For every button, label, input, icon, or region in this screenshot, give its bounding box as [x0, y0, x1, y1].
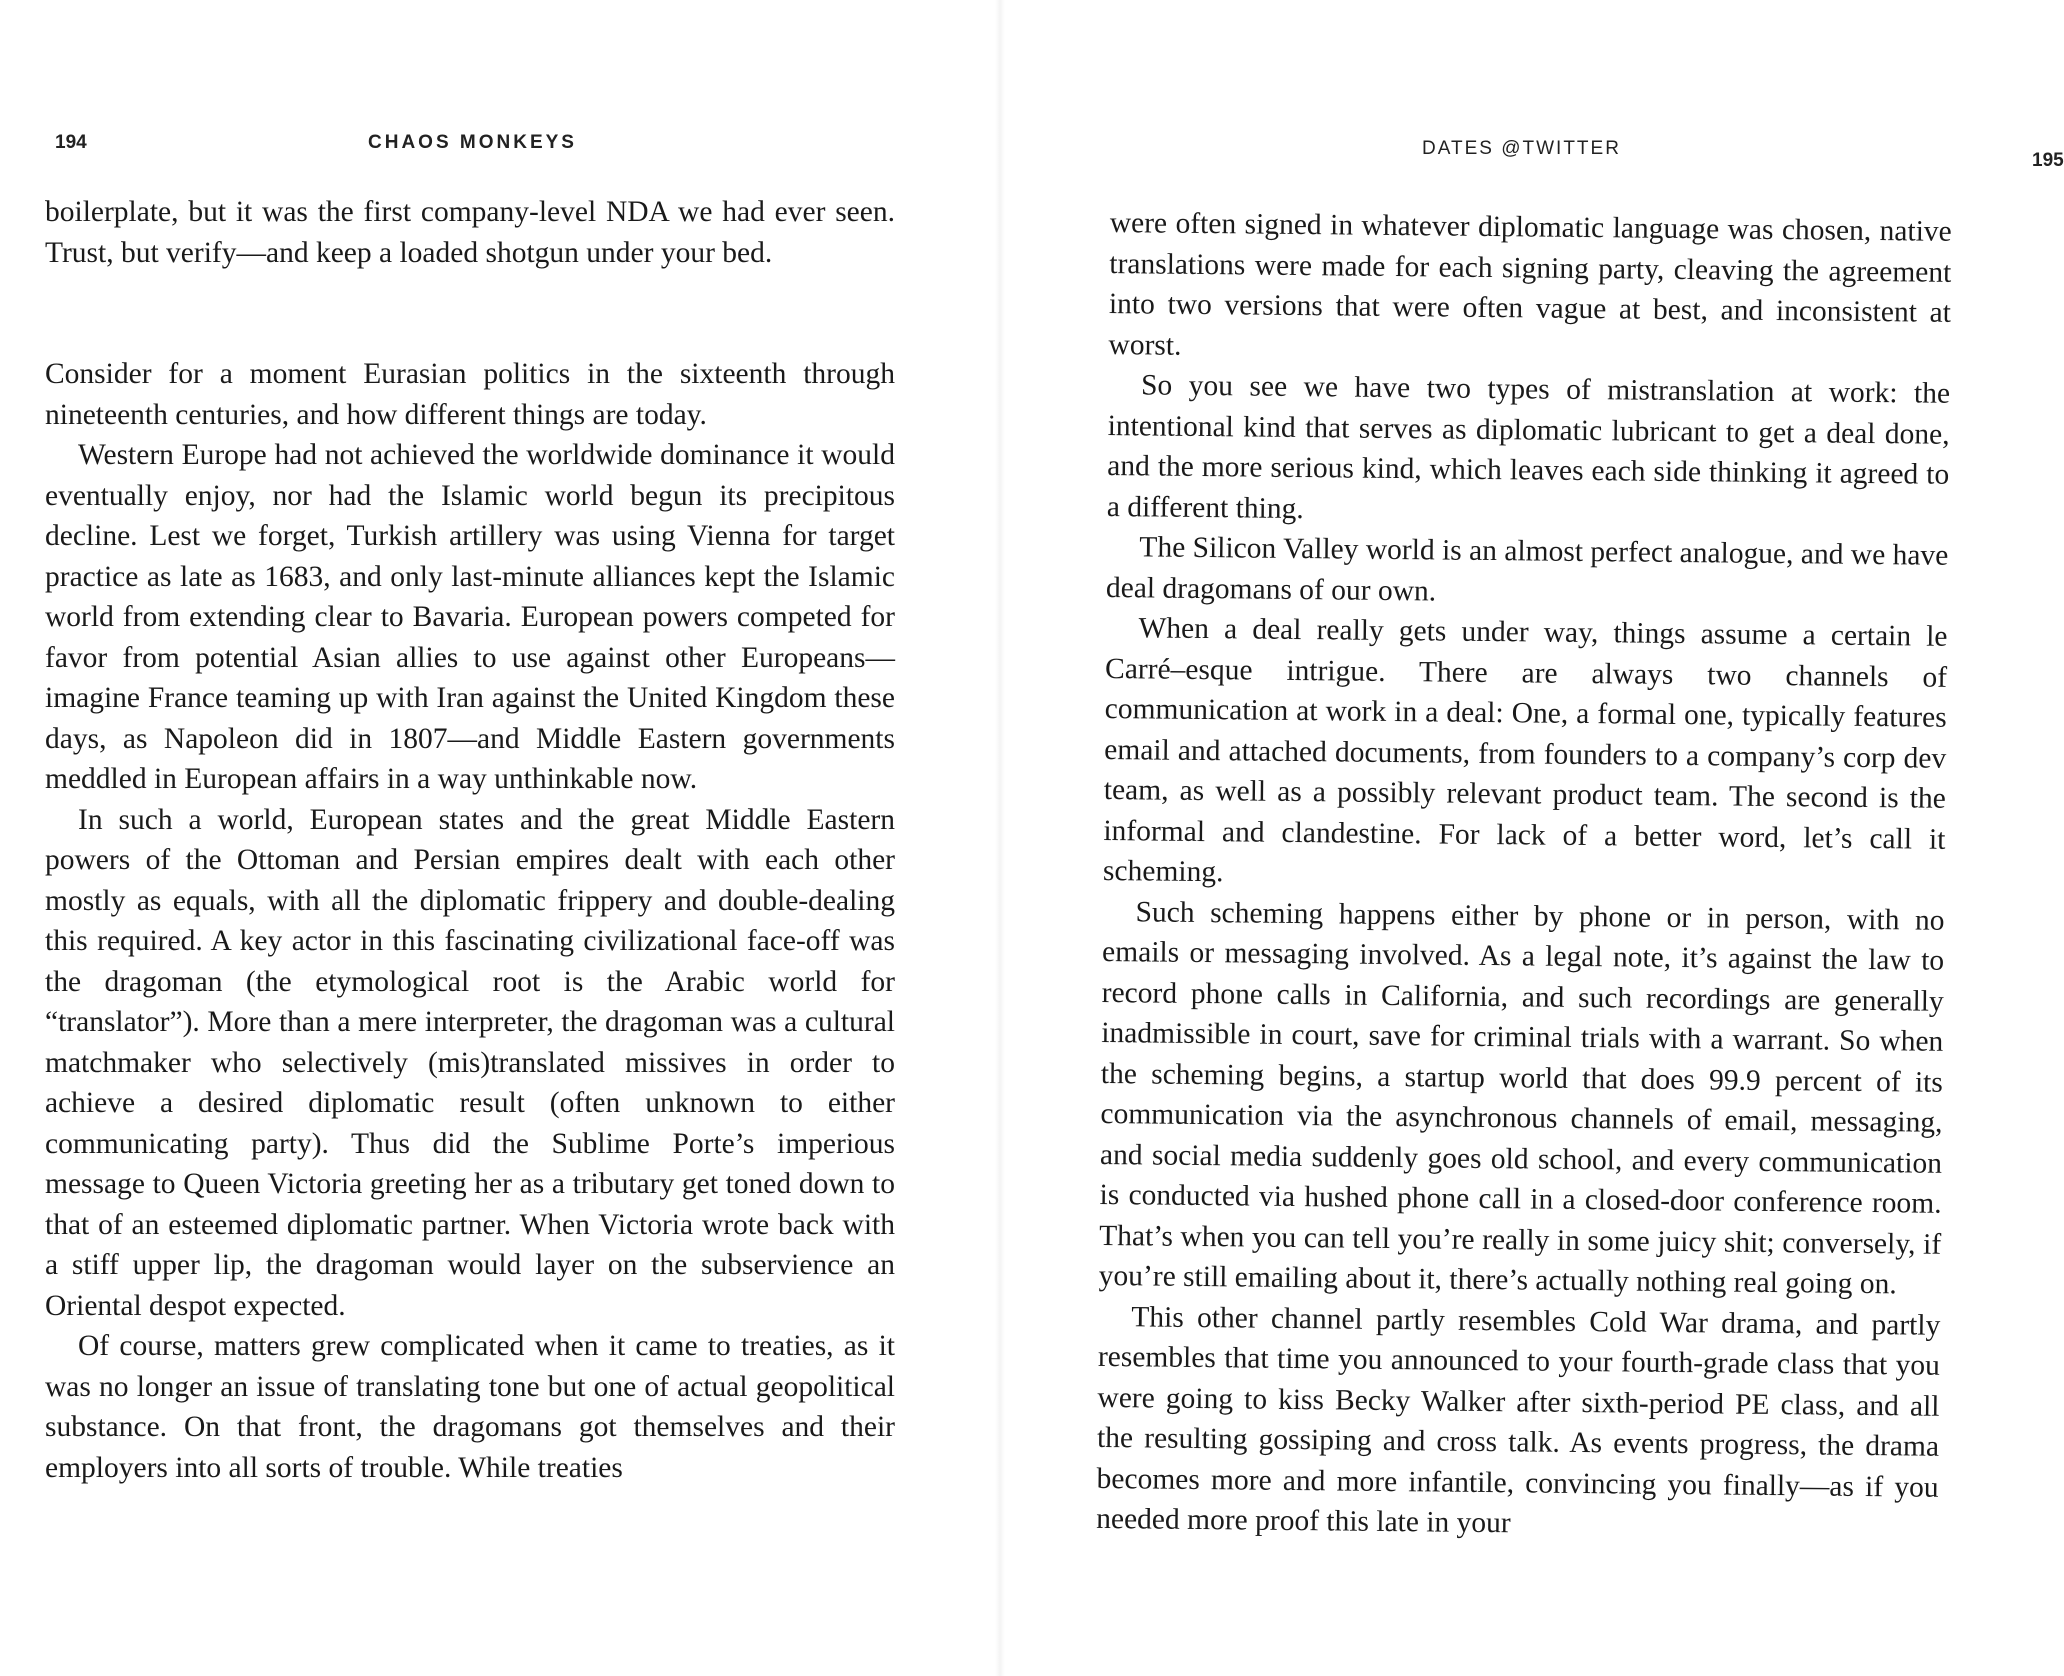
page-number: 194 — [55, 132, 87, 153]
body-text — [1096, 203, 1952, 1548]
paragraph: Such scheming happens either by phone or in person, with no emails or messaging involved. As a legal note, it’s against the law to record phone calls in California, and such recordings are generally inadmissible in court, save for criminal trials with a warrant. So when the scheming begins, a startup world that does 99.9 percent of its communication via the asynchronous channels of email, messaging, and social media suddenly goes old school, and every communication is conducted via hushed phone call in a closed-door conference room. That’s when you can tell you’re really in some juicy shit; conversely, if you’re still emailing about it, there’s actually nothing real going on. — [1098, 895, 1945, 1301]
paragraph: Western Europe had not achieved the worldwide dominance it would eventually enjoy, nor had the Islamic world begun its precipitous decline. Lest we forget, Turkish artillery was using Vienna for target practice as late as 1683, and only last-minute alliances kept the Islamic world from extending clear to Bavaria. European powers competed for favor from potential Asian allies to use against other Europeans—imagine France teaming up with Iran against the United Kingdom these days, as Napoleon did in 1807—and Middle Eastern governments meddled in European affairs in a way unthinkable now. — [45, 439, 895, 795]
paragraph: So you see we have two types of mistranslation at work: the intentional kind that serves as diplomatic lubricant to get a deal done, and the more serious kind, which leaves each side thinking it agreed to a different thing. — [1106, 369, 1951, 525]
running-head: CHAOS MONKEYS — [368, 132, 577, 153]
paragraph: Of course, matters grew complicated when it came to treaties, as it was no longer an issue of translating tone but one of actual geopolitical substance. On that front, the dragomans got themselves and their employers into all sorts of trouble. While treaties — [45, 1330, 895, 1484]
paragraph: This other channel partly resembles Cold War drama, and partly resembles that time you announced to your fourth-grade class that you were going to kiss Becky Walker after sixth-period PE class, and all the resulting gossiping and cross talk. As events progress, the drama becomes more and more infantile, convincing you finally—as if you needed more proof this late in your — [1096, 1300, 1941, 1540]
right-page — [1000, 0, 2064, 1676]
paragraph: When a deal really gets under way, things assume a certain le Carré–esque intrigue. There are always two channels of communication at work in a deal: One, a formal one, typically features email and attached documents, from founders to a company’s corp dev team, as well as a possibly relevant product team. The second is the informal and clandestine. For lack of a better word, let’s call it scheming. — [1102, 612, 1948, 889]
carryover-paragraph: boilerplate, but it was the first company-level NDA we had ever seen. Trust, but verify—and keep a loaded shotgun under your bed. — [45, 196, 895, 269]
page-number: 195 — [2032, 150, 2064, 171]
paragraph: Consider for a moment Eurasian politics in the sixteenth through nineteenth centuries, and how different things are today. — [45, 358, 895, 431]
running-head: DATES @TWITTER — [1422, 138, 1621, 159]
paragraph: The Silicon Valley world is an almost perfect analogue, and we have deal dragomans of our own. — [1105, 531, 1949, 607]
section-break — [45, 273, 895, 354]
left-page — [0, 0, 1000, 1676]
body-text — [45, 192, 895, 1488]
paragraph: In such a world, European states and the great Middle Eastern powers of the Ottoman and Persian empires dealt with each other mostly as equals, with all the diplomatic frippery and double-dealing this required. A key actor in this fascinating civilizational face-off was the dragoman (the etymological root is the Arabic world for “translator”). More than a mere interpreter, the dragoman was a cultural matchmaker who selectively (mis)translated missives in order to achieve a desired diplomatic result (often unknown to either communicating party). Thus did the Sublime Porte’s imperious message to Queen Victoria greeting her as a tributary get toned down to that of an esteemed diplomatic partner. When Victoria wrote back with a stiff upper lip, the dragoman would layer on the subservience an Oriental despot expected. — [45, 803, 895, 1322]
carryover-paragraph: were often signed in whatever diplomatic language was chosen, native translations were made for each signing party, cleaving the agreement into two versions that were often vague at best, and inconsistent at worst. — [1108, 206, 1952, 362]
